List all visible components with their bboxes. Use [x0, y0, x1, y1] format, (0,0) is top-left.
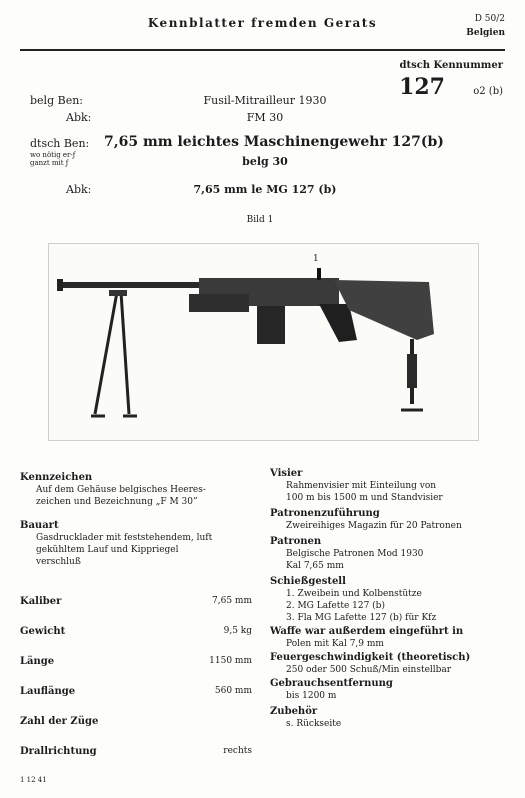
abk2-value: 7,65 mm le MG 127 (b): [193, 183, 337, 196]
bauart-line-1: Gasdrucklader mit feststehendem, luft: [36, 533, 213, 543]
spec-row-laenge: Länge 1150 mm: [20, 656, 252, 667]
feuer-label: Feuergeschwindigkeit (theoretisch): [270, 652, 471, 663]
waffe-line-1: Polen mit Kal 7,9 mm: [286, 639, 384, 649]
spec-row-gewicht: Gewicht 9,5 kg: [20, 626, 252, 637]
specs-left: [20, 472, 260, 568]
visier-line-2: 100 m bis 1500 m und Standvisier: [286, 493, 443, 503]
specs-right: [270, 468, 510, 730]
dtsch-ben-label: dtsch Ben:: [30, 137, 90, 150]
kennummer-number: 127: [399, 74, 445, 100]
figure-caption: Bild 1: [246, 215, 274, 225]
schiess-label: Schießgestell: [270, 576, 346, 587]
patronen-label: Patronen: [270, 536, 322, 547]
header-rule: [20, 49, 505, 51]
doc-code: D 50/2: [474, 14, 505, 24]
country: Belgien: [466, 28, 505, 38]
weapon-photo: [48, 243, 479, 441]
feuer-line-1: 250 oder 500 Schuß/Min einstellbar: [286, 665, 452, 675]
kennummer-label: dtsch Kennummer: [399, 60, 503, 71]
schiess-line-1: 1. Zweibein und Kolbenstütze: [286, 589, 422, 599]
dtsch-ben-value: 7,65 mm leichtes Maschinengewehr 127(b): [104, 134, 444, 150]
footer-date: 1 12 41: [20, 776, 47, 784]
patronen-line-2: Kal 7,65 mm: [286, 561, 344, 571]
kennzeichen-label: Kennzeichen: [20, 472, 93, 483]
zubehor-label: Zubehör: [270, 706, 318, 717]
belg-ben-value: Fusil-Mitrailleur 1930: [203, 94, 327, 107]
dtsch-ben-sub: belg 30: [242, 155, 288, 168]
spec-row-zuege: Zahl der Züge: [20, 716, 99, 727]
kennzeichen-line-2: zeichen und Bezeichnung „F M 30”: [36, 497, 198, 507]
visier-line-1: Rahmenvisier mit Einteilung von: [286, 481, 437, 491]
spec-row-drallrichtung: Drallrichtung rechts: [20, 746, 252, 757]
bauart-line-3: verschluß: [36, 557, 81, 567]
schiess-line-3: 3. Fla MG Lafette 127 (b) für Kfz: [286, 613, 437, 623]
document-title: Kennblatter fremden Gerats: [147, 16, 378, 30]
figure-marker: 1: [313, 254, 319, 264]
gebrauch-line-1: bis 1200 m: [286, 691, 337, 701]
spec-row-kaliber: Kaliber 7,65 mm: [20, 596, 252, 607]
abk1-value: FM 30: [246, 111, 284, 124]
spec-row-lauflaenge: Lauflänge 560 mm: [20, 686, 252, 697]
waffe-label: Waffe war außerdem eingeführt in: [270, 626, 464, 637]
dtsch-ben-note: wo nötig er-ƒ ganzt mit ƒ: [30, 151, 76, 167]
gebrauch-label: Gebrauchsentfernung: [270, 678, 393, 689]
abk2-label: Abk:: [66, 183, 92, 196]
machine-gun-illustration: [49, 244, 478, 440]
kennzeichen-line-1: Auf dem Gehäuse belgisches Heeres-: [36, 485, 206, 495]
zubehor-line-1: s. Rückseite: [286, 719, 342, 729]
bauart-line-2: gekühltem Lauf und Kippriegel: [36, 545, 179, 555]
header-right: [466, 12, 505, 40]
bauart-label: Bauart: [20, 520, 59, 531]
schiess-line-2: 2. MG Lafette 127 (b): [286, 601, 385, 611]
zufuhrung-label: Patronenzuführung: [270, 508, 380, 519]
abk1-label: Abk:: [66, 111, 92, 124]
zufuhrung-line-1: Zweireihiges Magazin für 20 Patronen: [286, 521, 462, 531]
patronen-line-1: Belgische Patronen Mod 1930: [286, 549, 424, 559]
kennummer-suffix: o2 (b): [473, 86, 503, 97]
visier-label: Visier: [270, 468, 303, 479]
belg-ben-label: belg Ben:: [30, 94, 83, 107]
